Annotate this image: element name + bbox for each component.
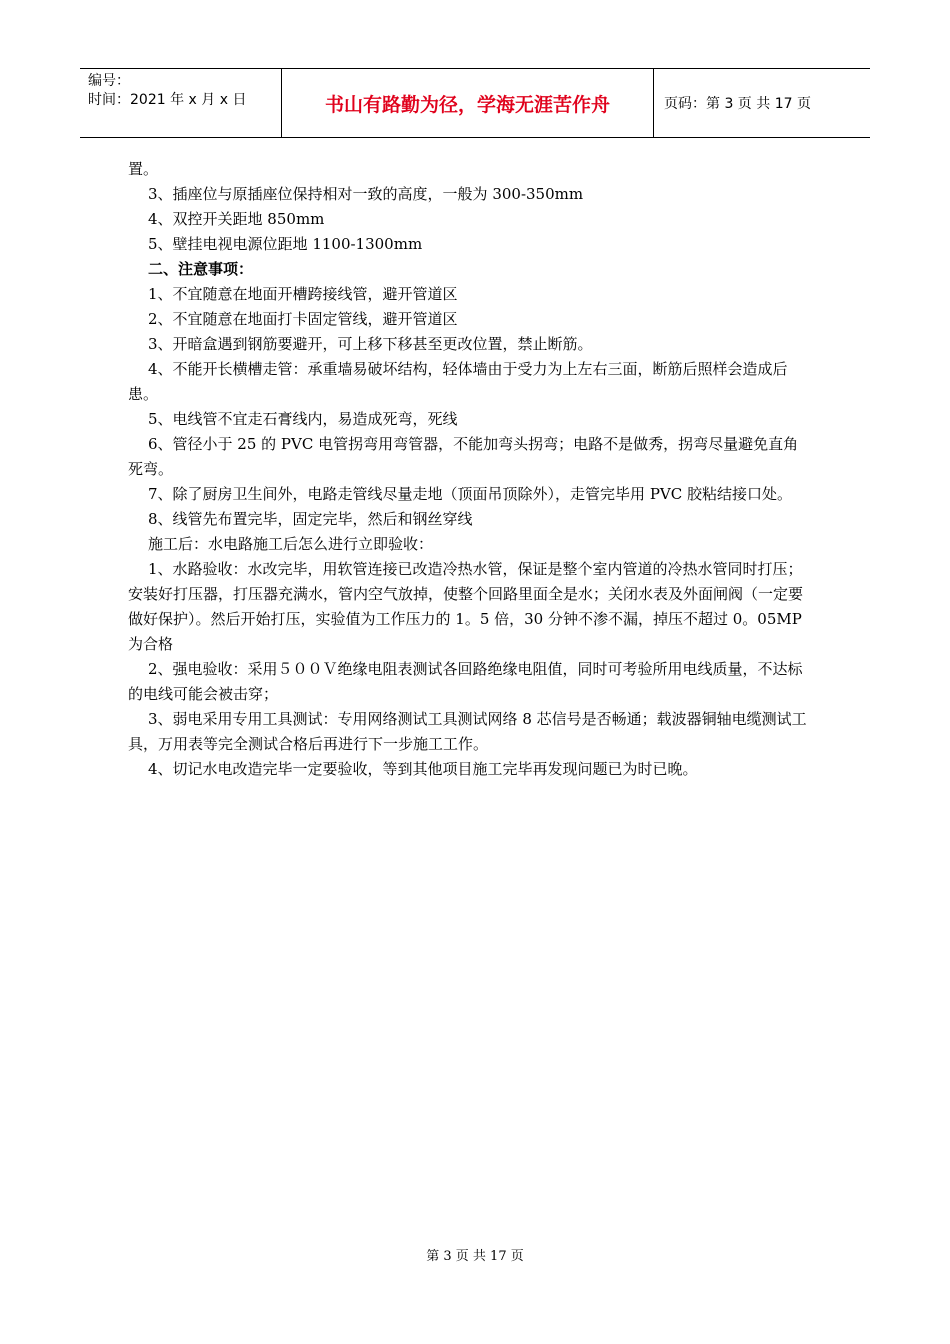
- paragraph: 4、不能开长横槽走管：承重墙易破坏结构，轻体墙由于受力为上左右三面，断筋后照样会造成后患。: [128, 360, 788, 403]
- section-heading: 二、注意事项：: [148, 260, 254, 278]
- paragraph: 4、切记水电改造完毕一定要验收，等到其他项目施工完毕再发现问题已为时已晚。: [148, 760, 698, 778]
- paragraph: 置。: [128, 160, 159, 178]
- paragraph: 1、水路验收：水改完毕，用软管连接已改造冷热水管，保证是整个室内管道的冷热水管同时打压；安装好打压器，打压器充满水，管内空气放掉，使整个回路里面全是水；关闭水表及外面闸阀（一定要做好保护）。然后开始打压，实验值为工作压力的 1。5 倍，30 分钟不渗不漏，掉压不超过 0。05MP 为合格: [128, 560, 804, 653]
- paragraph: 2、强电验收：采用５００Ｖ绝缘电阻表测试各回路绝缘电阻值，同时可考验所用电线质量，不达标的电线可能会被击穿；: [128, 660, 803, 703]
- header-meta: [80, 69, 281, 137]
- paragraph: 7、除了厨房卫生间外，电路走管线尽量走地（顶面吊顶除外），走管完毕用 PVC 胶粘结接口处。: [148, 485, 792, 503]
- paragraph: 2、不宜随意在地面打卡固定管线，避开管道区: [148, 310, 458, 328]
- header-page-info: 页码：第 3 页 共 17 页: [664, 96, 811, 112]
- paragraph: 8、线管先布置完毕，固定完毕，然后和钢丝穿线: [148, 510, 473, 528]
- paragraph: 6、管径小于 25 的 PVC 电管拐弯用弯管器，不能加弯头拐弯；电路不是做秀，拐弯尽量避免直角死弯。: [128, 435, 799, 478]
- paragraph: 5、电线管不宜走石膏线内，易造成死弯，死线: [148, 410, 458, 428]
- paragraph: 4、双控开关距地 850mm: [148, 210, 325, 228]
- document-body: [128, 157, 810, 782]
- paragraph: 3、开暗盒遇到钢筋要避开，可上移下移甚至更改位置，禁止断筋。: [148, 335, 593, 353]
- paragraph: 施工后：水电路施工后怎么进行立即验收：: [148, 535, 434, 553]
- page-footer: 第 3 页 共 17 页: [426, 1249, 524, 1264]
- document-number-label: 编号：: [88, 73, 130, 89]
- paragraph: 3、弱电采用专用工具测试：专用网络测试工具测试网络 8 芯信号是否畅通；载波器铜轴电缆测试工具，万用表等完全测试合格后再进行下一步施工工作。: [128, 710, 807, 753]
- paragraph: 1、不宜随意在地面开槽跨接线管，避开管道区: [148, 285, 458, 303]
- header-motto: 书山有路勤为径，学海无涯苦作舟: [281, 69, 654, 137]
- document-date-label: 时间：2021 年 x 月 x 日: [88, 92, 247, 108]
- page-header: [80, 68, 870, 138]
- paragraph: 5、壁挂电视电源位距地 1100-1300mm: [148, 235, 423, 253]
- paragraph: 3、插座位与原插座位保持相对一致的高度，一般为 300-350mm: [148, 185, 584, 203]
